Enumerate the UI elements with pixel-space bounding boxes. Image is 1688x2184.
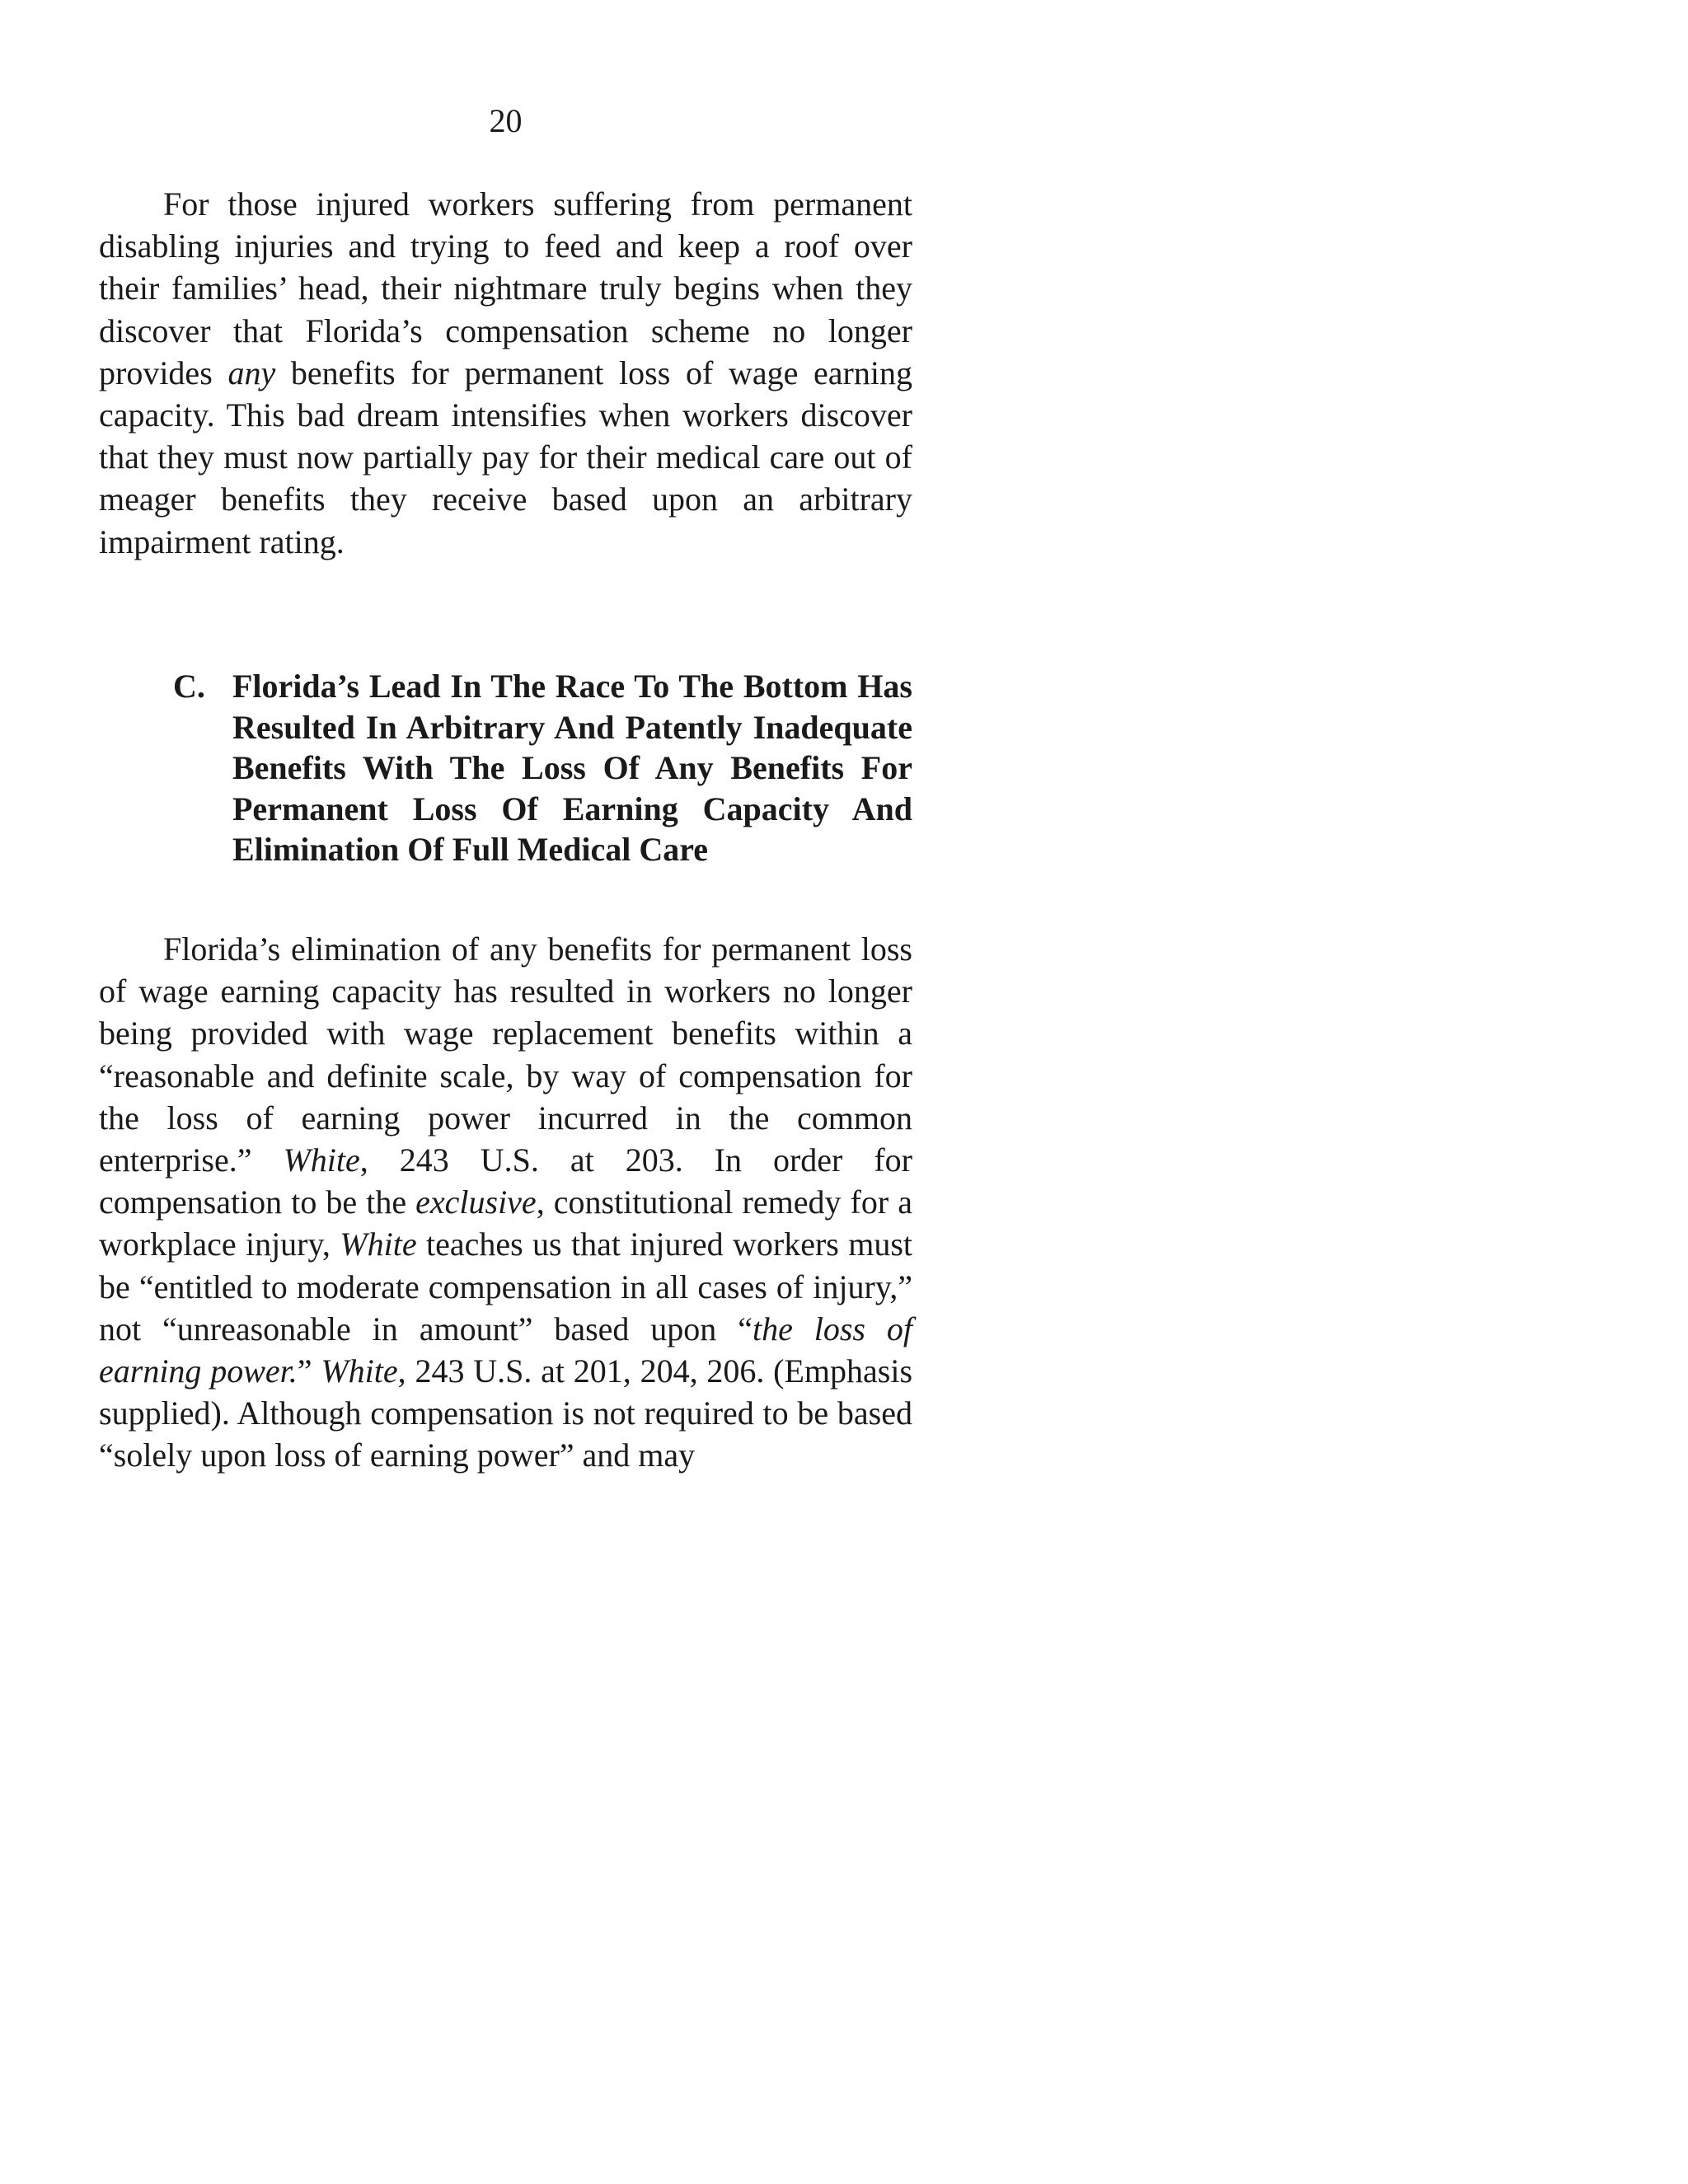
citation-white-2: White <box>340 1226 417 1263</box>
section-heading-text: Florida’s Lead In The Race To The Bottom Has Resulted In Arbitrary And Patently Inadequate Benefits With The Loss Of Any Benefits For Permanent Loss Of Earning Capacity And Elimination Of Full Medical Care <box>232 668 912 868</box>
paragraph-2-text-c: , constitutional remedy for a workplace injury, <box>99 1183 912 1263</box>
paragraph-2-text-a: Florida’s elimination of any benefits for permanent loss of wage earning capacity has resulted in workers no longer being provided with wage replacement benefits within a “reasonable and definite scale, by way of compensation for the loss of earning power incurred in the common enterprise.” <box>99 930 912 1179</box>
body-paragraph-1 <box>99 183 912 563</box>
paragraph-1-text-a: For those injured workers suffering from permanent disabling injuries and trying to feed and keep a roof over their families’ head, their nightmare truly begins when they discover that Florida’s compensation scheme no longer provides <box>99 185 912 391</box>
emphasis-loss-of-earning-power: the loss of earning power. <box>99 1310 912 1390</box>
paragraph-2-text-b: , 243 U.S. at 203. In order for compensation to be the <box>99 1141 912 1221</box>
section-heading-c <box>173 666 912 870</box>
citation-white-3: White <box>321 1352 398 1390</box>
citation-white-1: White <box>283 1141 360 1179</box>
paragraph-2-text-d: teaches us that injured workers must be “entitled to moderate compensation in all cases of injury,” not “unreasonable in amount” based upon “ <box>99 1226 913 1347</box>
emphasis-exclusive: exclusive <box>415 1183 537 1221</box>
paragraph-1-text-b: benefits for permanent loss of wage earning capacity. This bad dream intensifies when workers discover that they must now partially pay for their medical care out of meager benefits they receive based upon an arbitrary impairment rating. <box>99 354 912 560</box>
paragraph-1-emphasis-any: any <box>227 354 276 391</box>
section-heading-letter: C. <box>173 668 205 705</box>
body-paragraph-2 <box>99 928 912 1477</box>
paragraph-2-text-e: ” <box>297 1352 321 1390</box>
paragraph-2-text-f: , 243 U.S. at 201, 204, 206. (Emphasis supplied). Although compensation is not required to be based “solely upon loss of earning power” and may <box>99 1352 913 1474</box>
page-number: 20 <box>489 102 523 139</box>
